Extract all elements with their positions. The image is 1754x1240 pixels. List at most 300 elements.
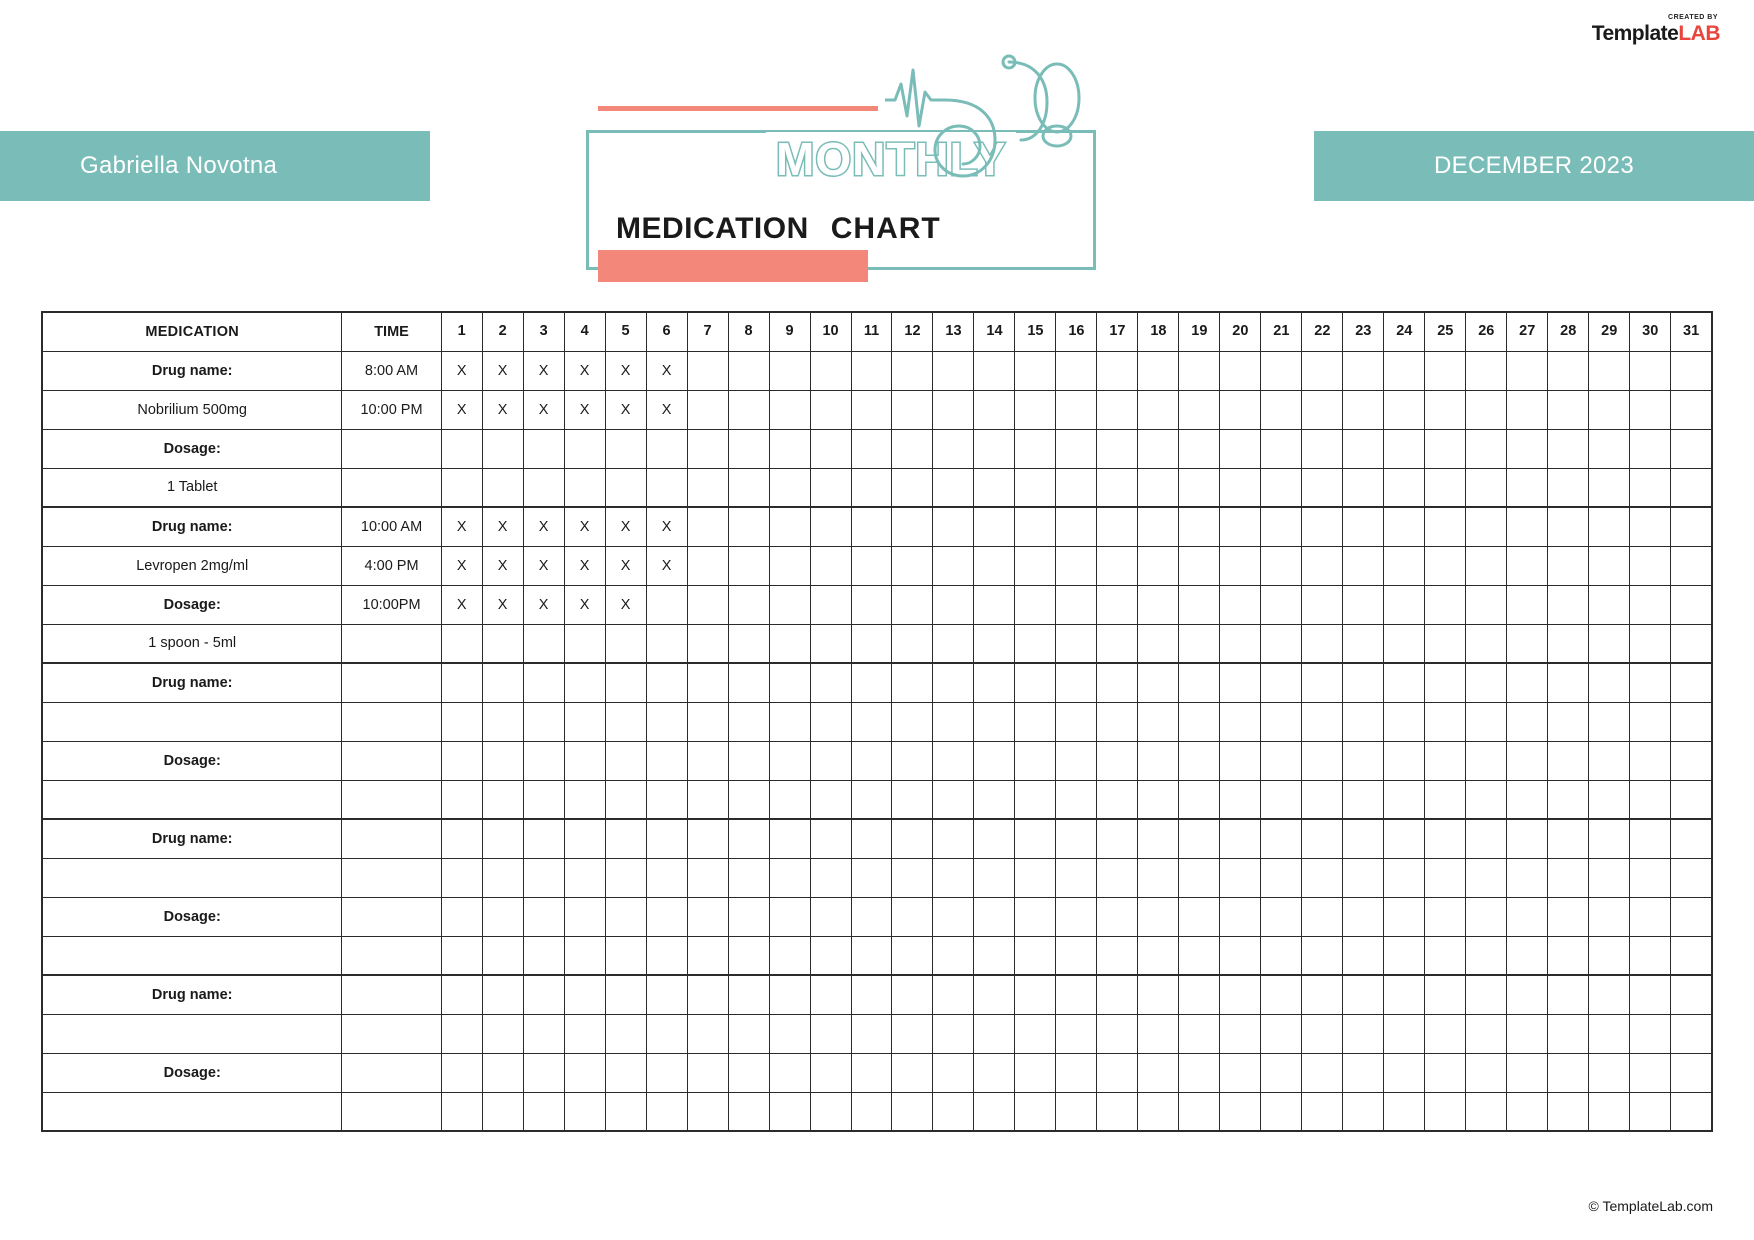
- day-cell-13[interactable]: [933, 624, 974, 663]
- day-cell-26[interactable]: [1466, 780, 1507, 819]
- day-cell-7[interactable]: [687, 897, 728, 936]
- day-cell-27[interactable]: [1507, 390, 1548, 429]
- medication-cell[interactable]: Drug name:: [42, 507, 342, 546]
- day-cell-19[interactable]: [1179, 936, 1220, 975]
- day-cell-12[interactable]: [892, 858, 933, 897]
- day-cell-1[interactable]: [441, 468, 482, 507]
- day-cell-10[interactable]: [810, 1014, 851, 1053]
- day-cell-18[interactable]: [1138, 936, 1179, 975]
- day-cell-27[interactable]: [1507, 585, 1548, 624]
- day-cell-27[interactable]: [1507, 780, 1548, 819]
- day-cell-4[interactable]: [564, 663, 605, 702]
- day-cell-8[interactable]: [728, 1053, 769, 1092]
- day-cell-14[interactable]: [974, 468, 1015, 507]
- day-cell-23[interactable]: [1343, 351, 1384, 390]
- day-cell-2[interactable]: X: [482, 351, 523, 390]
- day-cell-7[interactable]: [687, 741, 728, 780]
- day-cell-27[interactable]: [1507, 1014, 1548, 1053]
- day-cell-10[interactable]: [810, 1053, 851, 1092]
- day-cell-28[interactable]: [1548, 663, 1589, 702]
- day-cell-11[interactable]: [851, 1014, 892, 1053]
- day-cell-28[interactable]: [1548, 507, 1589, 546]
- day-cell-7[interactable]: [687, 975, 728, 1014]
- day-cell-17[interactable]: [1097, 975, 1138, 1014]
- day-cell-1[interactable]: X: [441, 390, 482, 429]
- day-cell-21[interactable]: [1261, 351, 1302, 390]
- day-cell-15[interactable]: [1015, 936, 1056, 975]
- day-cell-22[interactable]: [1302, 390, 1343, 429]
- day-cell-28[interactable]: [1548, 390, 1589, 429]
- day-cell-9[interactable]: [769, 741, 810, 780]
- day-cell-21[interactable]: [1261, 429, 1302, 468]
- day-cell-29[interactable]: [1589, 819, 1630, 858]
- day-cell-26[interactable]: [1466, 429, 1507, 468]
- day-cell-20[interactable]: [1220, 546, 1261, 585]
- day-cell-25[interactable]: [1425, 936, 1466, 975]
- day-cell-28[interactable]: [1548, 897, 1589, 936]
- day-cell-2[interactable]: [482, 624, 523, 663]
- day-cell-11[interactable]: [851, 468, 892, 507]
- day-cell-12[interactable]: [892, 468, 933, 507]
- day-cell-30[interactable]: [1630, 546, 1671, 585]
- day-cell-30[interactable]: [1630, 702, 1671, 741]
- day-cell-20[interactable]: [1220, 858, 1261, 897]
- medication-cell[interactable]: Dosage:: [42, 1053, 342, 1092]
- time-cell[interactable]: [342, 780, 441, 819]
- day-cell-22[interactable]: [1302, 546, 1343, 585]
- day-cell-8[interactable]: [728, 1014, 769, 1053]
- day-cell-20[interactable]: [1220, 429, 1261, 468]
- day-cell-11[interactable]: [851, 741, 892, 780]
- day-cell-16[interactable]: [1056, 429, 1097, 468]
- day-cell-17[interactable]: [1097, 819, 1138, 858]
- day-cell-4[interactable]: [564, 741, 605, 780]
- day-cell-12[interactable]: [892, 819, 933, 858]
- day-cell-26[interactable]: [1466, 1092, 1507, 1131]
- day-cell-4[interactable]: [564, 1092, 605, 1131]
- day-cell-7[interactable]: [687, 702, 728, 741]
- day-cell-17[interactable]: [1097, 936, 1138, 975]
- day-cell-22[interactable]: [1302, 351, 1343, 390]
- day-cell-7[interactable]: [687, 429, 728, 468]
- day-cell-27[interactable]: [1507, 429, 1548, 468]
- time-cell[interactable]: [342, 858, 441, 897]
- day-cell-5[interactable]: [605, 429, 646, 468]
- day-cell-9[interactable]: [769, 624, 810, 663]
- day-cell-18[interactable]: [1138, 663, 1179, 702]
- day-cell-29[interactable]: [1589, 390, 1630, 429]
- day-cell-4[interactable]: [564, 897, 605, 936]
- day-cell-17[interactable]: [1097, 468, 1138, 507]
- day-cell-31[interactable]: [1671, 702, 1712, 741]
- day-cell-10[interactable]: [810, 702, 851, 741]
- day-cell-20[interactable]: [1220, 1053, 1261, 1092]
- day-cell-11[interactable]: [851, 858, 892, 897]
- day-cell-31[interactable]: [1671, 390, 1712, 429]
- day-cell-18[interactable]: [1138, 975, 1179, 1014]
- day-cell-22[interactable]: [1302, 429, 1343, 468]
- day-cell-26[interactable]: [1466, 1014, 1507, 1053]
- day-cell-13[interactable]: [933, 819, 974, 858]
- day-cell-26[interactable]: [1466, 858, 1507, 897]
- day-cell-8[interactable]: [728, 468, 769, 507]
- day-cell-30[interactable]: [1630, 429, 1671, 468]
- day-cell-21[interactable]: [1261, 858, 1302, 897]
- day-cell-1[interactable]: [441, 858, 482, 897]
- day-cell-4[interactable]: [564, 624, 605, 663]
- day-cell-20[interactable]: [1220, 468, 1261, 507]
- time-cell[interactable]: [342, 429, 441, 468]
- day-cell-30[interactable]: [1630, 1014, 1671, 1053]
- day-cell-18[interactable]: [1138, 546, 1179, 585]
- day-cell-30[interactable]: [1630, 624, 1671, 663]
- day-cell-11[interactable]: [851, 819, 892, 858]
- day-cell-27[interactable]: [1507, 663, 1548, 702]
- day-cell-15[interactable]: [1015, 780, 1056, 819]
- day-cell-10[interactable]: [810, 780, 851, 819]
- day-cell-31[interactable]: [1671, 1014, 1712, 1053]
- day-cell-15[interactable]: [1015, 819, 1056, 858]
- day-cell-1[interactable]: X: [441, 351, 482, 390]
- day-cell-6[interactable]: [646, 702, 687, 741]
- day-cell-23[interactable]: [1343, 741, 1384, 780]
- time-cell[interactable]: 10:00PM: [342, 585, 441, 624]
- day-cell-7[interactable]: [687, 663, 728, 702]
- day-cell-22[interactable]: [1302, 819, 1343, 858]
- day-cell-16[interactable]: [1056, 975, 1097, 1014]
- day-cell-28[interactable]: [1548, 702, 1589, 741]
- day-cell-6[interactable]: [646, 1092, 687, 1131]
- day-cell-11[interactable]: [851, 351, 892, 390]
- day-cell-24[interactable]: [1384, 507, 1425, 546]
- day-cell-24[interactable]: [1384, 858, 1425, 897]
- day-cell-28[interactable]: [1548, 1053, 1589, 1092]
- day-cell-11[interactable]: [851, 936, 892, 975]
- day-cell-17[interactable]: [1097, 858, 1138, 897]
- day-cell-4[interactable]: [564, 1014, 605, 1053]
- day-cell-22[interactable]: [1302, 1014, 1343, 1053]
- day-cell-23[interactable]: [1343, 390, 1384, 429]
- day-cell-26[interactable]: [1466, 702, 1507, 741]
- day-cell-25[interactable]: [1425, 1014, 1466, 1053]
- day-cell-24[interactable]: [1384, 897, 1425, 936]
- day-cell-24[interactable]: [1384, 468, 1425, 507]
- day-cell-31[interactable]: [1671, 663, 1712, 702]
- day-cell-23[interactable]: [1343, 975, 1384, 1014]
- day-cell-16[interactable]: [1056, 741, 1097, 780]
- day-cell-1[interactable]: [441, 1053, 482, 1092]
- day-cell-21[interactable]: [1261, 1053, 1302, 1092]
- day-cell-6[interactable]: [646, 819, 687, 858]
- day-cell-15[interactable]: [1015, 663, 1056, 702]
- day-cell-21[interactable]: [1261, 663, 1302, 702]
- day-cell-1[interactable]: [441, 429, 482, 468]
- day-cell-23[interactable]: [1343, 780, 1384, 819]
- day-cell-14[interactable]: [974, 975, 1015, 1014]
- day-cell-9[interactable]: [769, 780, 810, 819]
- day-cell-15[interactable]: [1015, 741, 1056, 780]
- day-cell-16[interactable]: [1056, 624, 1097, 663]
- day-cell-8[interactable]: [728, 624, 769, 663]
- day-cell-3[interactable]: [523, 780, 564, 819]
- day-cell-24[interactable]: [1384, 351, 1425, 390]
- day-cell-3[interactable]: [523, 663, 564, 702]
- day-cell-10[interactable]: [810, 975, 851, 1014]
- day-cell-1[interactable]: [441, 663, 482, 702]
- day-cell-29[interactable]: [1589, 936, 1630, 975]
- day-cell-21[interactable]: [1261, 546, 1302, 585]
- day-cell-15[interactable]: [1015, 897, 1056, 936]
- day-cell-20[interactable]: [1220, 663, 1261, 702]
- day-cell-28[interactable]: [1548, 468, 1589, 507]
- day-cell-22[interactable]: [1302, 1092, 1343, 1131]
- day-cell-16[interactable]: [1056, 1092, 1097, 1131]
- day-cell-2[interactable]: [482, 663, 523, 702]
- day-cell-27[interactable]: [1507, 1092, 1548, 1131]
- day-cell-21[interactable]: [1261, 468, 1302, 507]
- day-cell-11[interactable]: [851, 702, 892, 741]
- day-cell-11[interactable]: [851, 429, 892, 468]
- medication-cell[interactable]: Dosage:: [42, 897, 342, 936]
- day-cell-24[interactable]: [1384, 1092, 1425, 1131]
- day-cell-19[interactable]: [1179, 585, 1220, 624]
- day-cell-4[interactable]: [564, 819, 605, 858]
- day-cell-5[interactable]: X: [605, 390, 646, 429]
- day-cell-9[interactable]: [769, 897, 810, 936]
- day-cell-26[interactable]: [1466, 819, 1507, 858]
- day-cell-17[interactable]: [1097, 429, 1138, 468]
- day-cell-14[interactable]: [974, 897, 1015, 936]
- day-cell-14[interactable]: [974, 858, 1015, 897]
- day-cell-11[interactable]: [851, 1053, 892, 1092]
- day-cell-12[interactable]: [892, 624, 933, 663]
- day-cell-25[interactable]: [1425, 507, 1466, 546]
- day-cell-27[interactable]: [1507, 819, 1548, 858]
- day-cell-8[interactable]: [728, 936, 769, 975]
- day-cell-3[interactable]: [523, 741, 564, 780]
- day-cell-20[interactable]: [1220, 351, 1261, 390]
- day-cell-29[interactable]: [1589, 507, 1630, 546]
- day-cell-5[interactable]: [605, 663, 646, 702]
- day-cell-30[interactable]: [1630, 1053, 1671, 1092]
- day-cell-15[interactable]: [1015, 546, 1056, 585]
- day-cell-6[interactable]: X: [646, 546, 687, 585]
- day-cell-1[interactable]: [441, 897, 482, 936]
- day-cell-12[interactable]: [892, 507, 933, 546]
- medication-cell[interactable]: [42, 936, 342, 975]
- day-cell-30[interactable]: [1630, 897, 1671, 936]
- day-cell-26[interactable]: [1466, 585, 1507, 624]
- day-cell-20[interactable]: [1220, 1014, 1261, 1053]
- day-cell-3[interactable]: [523, 624, 564, 663]
- medication-cell[interactable]: Drug name:: [42, 819, 342, 858]
- day-cell-18[interactable]: [1138, 741, 1179, 780]
- day-cell-23[interactable]: [1343, 819, 1384, 858]
- day-cell-4[interactable]: X: [564, 507, 605, 546]
- day-cell-29[interactable]: [1589, 780, 1630, 819]
- day-cell-31[interactable]: [1671, 897, 1712, 936]
- day-cell-6[interactable]: [646, 468, 687, 507]
- day-cell-16[interactable]: [1056, 585, 1097, 624]
- day-cell-2[interactable]: [482, 468, 523, 507]
- day-cell-15[interactable]: [1015, 585, 1056, 624]
- time-cell[interactable]: 4:00 PM: [342, 546, 441, 585]
- day-cell-6[interactable]: [646, 1053, 687, 1092]
- day-cell-11[interactable]: [851, 1092, 892, 1131]
- day-cell-3[interactable]: [523, 819, 564, 858]
- day-cell-7[interactable]: [687, 351, 728, 390]
- day-cell-13[interactable]: [933, 390, 974, 429]
- day-cell-27[interactable]: [1507, 975, 1548, 1014]
- day-cell-9[interactable]: [769, 663, 810, 702]
- day-cell-3[interactable]: X: [523, 390, 564, 429]
- day-cell-25[interactable]: [1425, 390, 1466, 429]
- day-cell-11[interactable]: [851, 780, 892, 819]
- day-cell-14[interactable]: [974, 1053, 1015, 1092]
- medication-cell[interactable]: [42, 780, 342, 819]
- medication-cell[interactable]: Dosage:: [42, 741, 342, 780]
- day-cell-14[interactable]: [974, 780, 1015, 819]
- day-cell-27[interactable]: [1507, 1053, 1548, 1092]
- day-cell-23[interactable]: [1343, 897, 1384, 936]
- day-cell-26[interactable]: [1466, 546, 1507, 585]
- day-cell-17[interactable]: [1097, 780, 1138, 819]
- day-cell-29[interactable]: [1589, 1014, 1630, 1053]
- day-cell-23[interactable]: [1343, 468, 1384, 507]
- day-cell-9[interactable]: [769, 468, 810, 507]
- time-cell[interactable]: [342, 624, 441, 663]
- day-cell-31[interactable]: [1671, 585, 1712, 624]
- day-cell-4[interactable]: [564, 702, 605, 741]
- day-cell-8[interactable]: [728, 1092, 769, 1131]
- day-cell-22[interactable]: [1302, 858, 1343, 897]
- day-cell-9[interactable]: [769, 351, 810, 390]
- day-cell-6[interactable]: [646, 858, 687, 897]
- day-cell-16[interactable]: [1056, 546, 1097, 585]
- day-cell-14[interactable]: [974, 624, 1015, 663]
- medication-cell[interactable]: [42, 1014, 342, 1053]
- day-cell-7[interactable]: [687, 819, 728, 858]
- day-cell-10[interactable]: [810, 507, 851, 546]
- day-cell-24[interactable]: [1384, 1014, 1425, 1053]
- day-cell-13[interactable]: [933, 1092, 974, 1131]
- day-cell-25[interactable]: [1425, 468, 1466, 507]
- medication-cell[interactable]: [42, 1092, 342, 1131]
- day-cell-19[interactable]: [1179, 819, 1220, 858]
- day-cell-21[interactable]: [1261, 1014, 1302, 1053]
- day-cell-26[interactable]: [1466, 741, 1507, 780]
- day-cell-28[interactable]: [1548, 429, 1589, 468]
- day-cell-24[interactable]: [1384, 624, 1425, 663]
- day-cell-5[interactable]: [605, 741, 646, 780]
- day-cell-3[interactable]: [523, 936, 564, 975]
- day-cell-23[interactable]: [1343, 663, 1384, 702]
- day-cell-7[interactable]: [687, 390, 728, 429]
- day-cell-5[interactable]: X: [605, 585, 646, 624]
- day-cell-25[interactable]: [1425, 1092, 1466, 1131]
- day-cell-15[interactable]: [1015, 1053, 1056, 1092]
- day-cell-19[interactable]: [1179, 858, 1220, 897]
- day-cell-21[interactable]: [1261, 897, 1302, 936]
- day-cell-14[interactable]: [974, 702, 1015, 741]
- day-cell-23[interactable]: [1343, 858, 1384, 897]
- day-cell-21[interactable]: [1261, 1092, 1302, 1131]
- day-cell-29[interactable]: [1589, 585, 1630, 624]
- day-cell-23[interactable]: [1343, 702, 1384, 741]
- day-cell-7[interactable]: [687, 624, 728, 663]
- day-cell-22[interactable]: [1302, 468, 1343, 507]
- day-cell-20[interactable]: [1220, 390, 1261, 429]
- day-cell-10[interactable]: [810, 546, 851, 585]
- day-cell-16[interactable]: [1056, 507, 1097, 546]
- day-cell-21[interactable]: [1261, 780, 1302, 819]
- day-cell-24[interactable]: [1384, 936, 1425, 975]
- day-cell-6[interactable]: X: [646, 351, 687, 390]
- day-cell-6[interactable]: X: [646, 390, 687, 429]
- day-cell-6[interactable]: [646, 1014, 687, 1053]
- day-cell-31[interactable]: [1671, 858, 1712, 897]
- day-cell-3[interactable]: [523, 468, 564, 507]
- day-cell-26[interactable]: [1466, 624, 1507, 663]
- day-cell-18[interactable]: [1138, 429, 1179, 468]
- day-cell-13[interactable]: [933, 702, 974, 741]
- day-cell-13[interactable]: [933, 1053, 974, 1092]
- day-cell-10[interactable]: [810, 624, 851, 663]
- day-cell-28[interactable]: [1548, 624, 1589, 663]
- day-cell-13[interactable]: [933, 468, 974, 507]
- day-cell-21[interactable]: [1261, 624, 1302, 663]
- day-cell-12[interactable]: [892, 975, 933, 1014]
- day-cell-4[interactable]: [564, 1053, 605, 1092]
- day-cell-16[interactable]: [1056, 390, 1097, 429]
- day-cell-2[interactable]: [482, 780, 523, 819]
- day-cell-1[interactable]: X: [441, 585, 482, 624]
- day-cell-2[interactable]: [482, 1092, 523, 1131]
- day-cell-18[interactable]: [1138, 1092, 1179, 1131]
- day-cell-3[interactable]: [523, 1014, 564, 1053]
- day-cell-6[interactable]: [646, 975, 687, 1014]
- day-cell-15[interactable]: [1015, 390, 1056, 429]
- day-cell-19[interactable]: [1179, 429, 1220, 468]
- day-cell-31[interactable]: [1671, 1053, 1712, 1092]
- day-cell-30[interactable]: [1630, 819, 1671, 858]
- day-cell-1[interactable]: X: [441, 546, 482, 585]
- time-cell[interactable]: [342, 1014, 441, 1053]
- medication-cell[interactable]: 1 Tablet: [42, 468, 342, 507]
- day-cell-3[interactable]: [523, 897, 564, 936]
- day-cell-9[interactable]: [769, 936, 810, 975]
- day-cell-5[interactable]: [605, 702, 646, 741]
- day-cell-18[interactable]: [1138, 819, 1179, 858]
- day-cell-11[interactable]: [851, 897, 892, 936]
- day-cell-2[interactable]: [482, 1053, 523, 1092]
- day-cell-8[interactable]: [728, 780, 769, 819]
- day-cell-24[interactable]: [1384, 975, 1425, 1014]
- time-cell[interactable]: [342, 663, 441, 702]
- day-cell-16[interactable]: [1056, 936, 1097, 975]
- day-cell-13[interactable]: [933, 975, 974, 1014]
- day-cell-23[interactable]: [1343, 546, 1384, 585]
- day-cell-5[interactable]: X: [605, 351, 646, 390]
- day-cell-16[interactable]: [1056, 702, 1097, 741]
- day-cell-2[interactable]: X: [482, 585, 523, 624]
- day-cell-11[interactable]: [851, 663, 892, 702]
- day-cell-25[interactable]: [1425, 585, 1466, 624]
- day-cell-15[interactable]: [1015, 702, 1056, 741]
- day-cell-24[interactable]: [1384, 819, 1425, 858]
- day-cell-21[interactable]: [1261, 390, 1302, 429]
- day-cell-29[interactable]: [1589, 429, 1630, 468]
